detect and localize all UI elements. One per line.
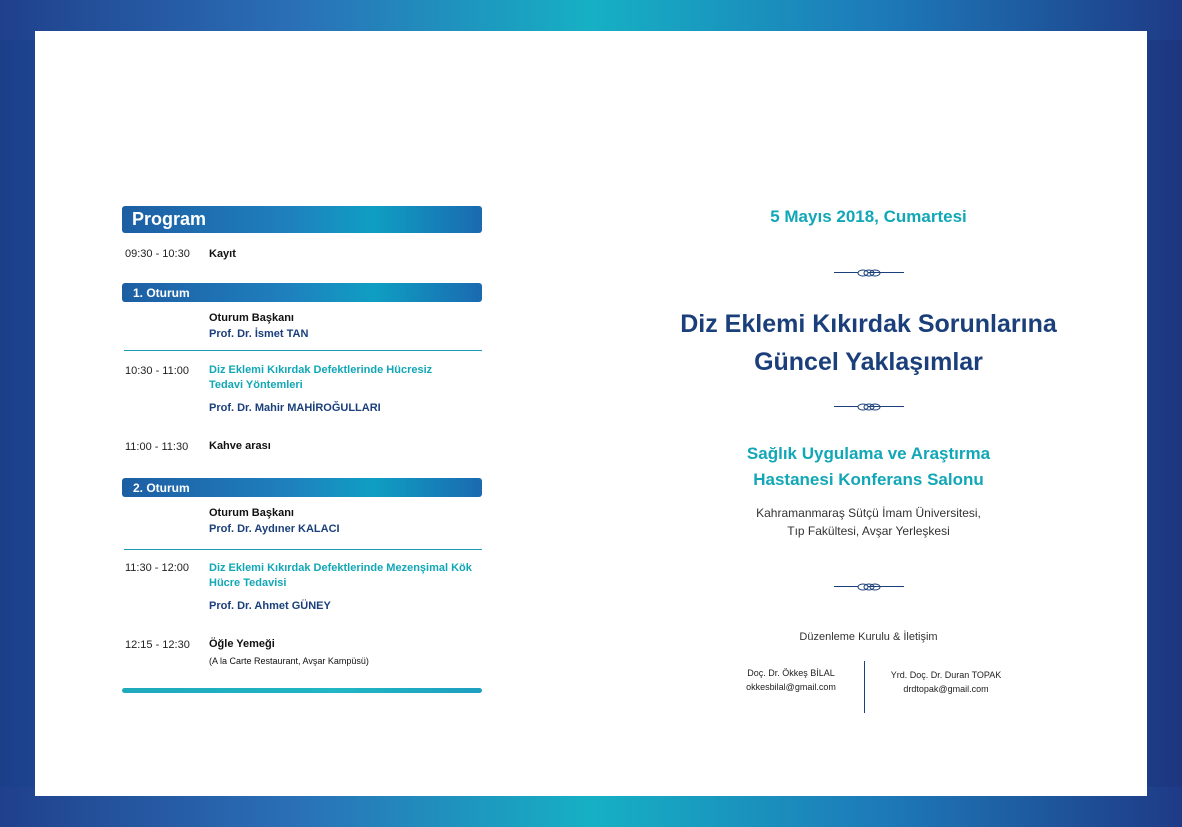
session2-talk-title: Diz Eklemi Kıkırdak Defektlerinde Mezenşimal Kök Hücre Tedavisi (209, 562, 472, 589)
session1-chair-name: Prof. Dr. İsmet TAN (209, 328, 309, 340)
contacts-divider (864, 661, 865, 713)
event-venue (655, 441, 1082, 493)
session2-talk-time: 11:30 - 12:00 (125, 562, 190, 574)
lunch-label: Öğle Yemeği (209, 638, 275, 650)
session1-label: 1. Oturum (133, 286, 190, 300)
event-title-line2: Güncel Yaklaşımlar (754, 348, 983, 376)
session2-talk-speaker: Prof. Dr. Ahmet GÜNEY (209, 600, 331, 612)
brochure-page (35, 31, 1147, 796)
event-title (625, 305, 1112, 381)
program-heading: Program (132, 209, 207, 229)
session1-bar (122, 283, 482, 302)
ornament-divider (834, 583, 904, 591)
lunch-note: (A la Carte Restaurant, Avşar Kampüsü) (209, 656, 369, 666)
event-address-line1: Kahramanmaraş Sütçü İmam Üniversitesi, (756, 506, 981, 520)
session2-chair-label: Oturum Başkanı (209, 507, 294, 519)
ornament-divider (834, 269, 904, 277)
ornament-divider (834, 403, 904, 411)
organizing-committee-label: Düzenleme Kurulu & İletişim (799, 631, 938, 643)
session2-separator (124, 549, 482, 550)
registration-label: Kayıt (209, 248, 236, 260)
session2-bar (122, 478, 482, 497)
event-address (655, 504, 1082, 540)
coffee-label: Kahve arası (209, 440, 271, 452)
event-address-line2: Tıp Fakültesi, Avşar Yerleşkesi (787, 524, 950, 538)
event-title-line1: Diz Eklemi Kıkırdak Sorunlarına (680, 310, 1057, 338)
contact-name: Yrd. Doç. Dr. Duran TOPAK (890, 670, 1002, 680)
session1-separator (124, 350, 482, 351)
program-header-bar (122, 206, 482, 233)
lunch-time: 12:15 - 12:30 (125, 639, 190, 651)
knot-ornament-icon (857, 403, 881, 411)
event-date: 5 Mayıs 2018, Cumartesi (770, 207, 967, 226)
session2-chair-name: Prof. Dr. Aydıner KALACI (209, 523, 340, 535)
session1-talk-time: 10:30 - 11:00 (125, 365, 190, 377)
event-venue-line2: Hastanesi Konferans Salonu (753, 470, 984, 489)
contact-email[interactable]: okkesbilal@gmail.com (746, 682, 836, 692)
program-footer-line (122, 688, 482, 693)
session1-talk-speaker: Prof. Dr. Mahir MAHİROĞULLARI (209, 402, 381, 414)
coffee-time: 11:00 - 11:30 (125, 441, 189, 453)
session1-talk-title: Diz Eklemi Kıkırdak Defektlerinde Hücresiz Tedavi Yöntemleri (209, 364, 433, 391)
session1-chair-label: Oturum Başkanı (209, 312, 294, 324)
event-venue-line1: Sağlık Uygulama ve Araştırma (746, 444, 991, 463)
contact-card (735, 666, 847, 694)
contact-card (880, 668, 1012, 696)
contact-name: Doç. Dr. Ökkeş BİLAL (747, 668, 835, 678)
registration-time: 09:30 - 10:30 (125, 248, 190, 260)
knot-ornament-icon (857, 269, 881, 277)
knot-ornament-icon (857, 583, 881, 591)
session2-label: 2. Oturum (133, 481, 190, 495)
contact-email[interactable]: drdtopak@gmail.com (903, 684, 989, 694)
